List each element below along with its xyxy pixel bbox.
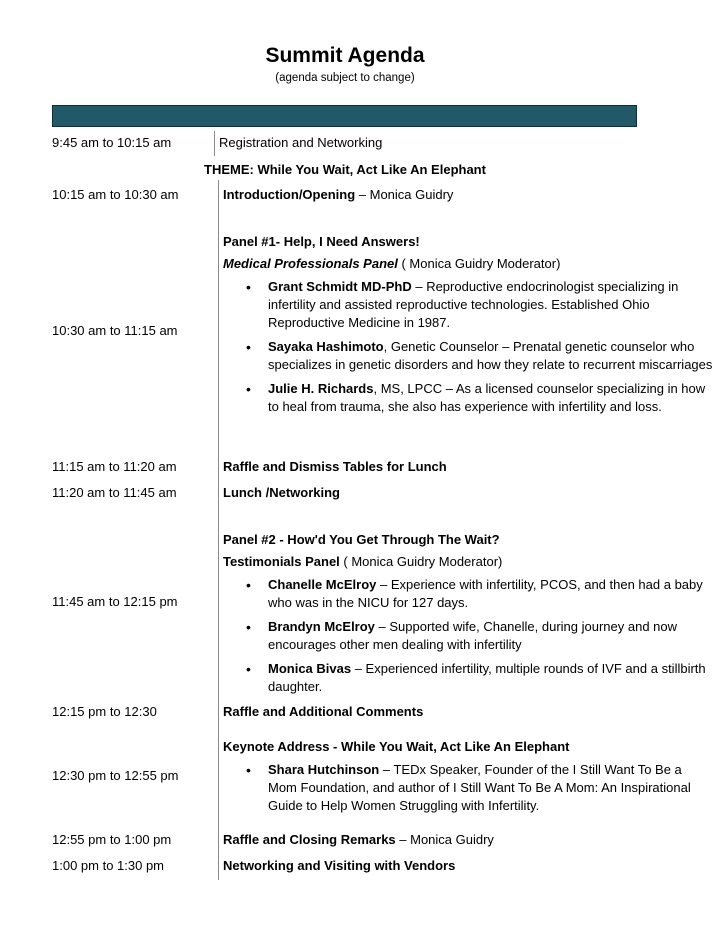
speaker-name: Chanelle McElroy: [268, 577, 377, 592]
speaker-desc: – Experience with infertility, PCOS, and then had a baby who was in the NICU for 127 days.: [268, 577, 703, 610]
speaker-desc: – Reproductive endocrinologist specializing in infertility and assisted reproductive technologies. Established Ohio Reproductive Medicine in 1987.: [268, 279, 679, 330]
header-bar: [52, 105, 637, 127]
list-item: [223, 761, 713, 815]
panel-subtitle-rest: ( Monica Guidry Moderator): [339, 554, 503, 569]
agenda-time: 12:30 pm to 12:55 pm: [52, 768, 179, 783]
speaker-name: Brandyn McElroy: [268, 619, 375, 634]
keynote-title: Keynote Address - While You Wait, Act Like An Elephant: [223, 739, 570, 754]
list-item: [223, 338, 713, 374]
agenda-time: 11:45 am to 12:15 pm: [52, 594, 178, 609]
speaker-desc: – TEDx Speaker, Founder of the I Still Want To Be a Mom Foundation, and author of I Still Want To Be A Mom: An Inspirational Guide to Help Women Struggling with Infertility.: [268, 762, 691, 813]
list-item: [223, 660, 713, 696]
agenda-item-label: Raffle and Dismiss Tables for Lunch: [223, 459, 447, 474]
list-item: [223, 618, 713, 654]
column-divider-top: [214, 131, 215, 156]
panel-subtitle-rest: ( Monica Guidry Moderator): [397, 256, 561, 271]
speaker-desc: , Genetic Counselor – Prenatal genetic counselor who specializes in genetic disorders and how they relate to recurrent miscarriages: [268, 339, 713, 372]
panel-subtitle-bold: Testimonials Panel: [223, 554, 340, 569]
agenda-item-label-bold: Raffle and Closing Remarks: [223, 832, 396, 847]
list-item: [223, 278, 713, 332]
column-divider-main: [218, 180, 219, 880]
agenda-time: 12:55 pm to 1:00 pm: [52, 832, 172, 847]
panel-subtitle: [223, 553, 713, 571]
agenda-item-label: Registration and Networking: [219, 135, 383, 150]
panel-title: Panel #2 - How'd You Get Through The Wait?: [223, 532, 500, 547]
list-item: [223, 380, 713, 416]
speaker-list: [223, 278, 713, 416]
agenda-item-label-bold: Introduction/Opening: [223, 187, 356, 202]
agenda-item-label: Networking and Visiting with Vendors: [223, 858, 456, 873]
panel-2-block: [223, 531, 713, 702]
speaker-list: [223, 576, 713, 696]
speaker-name: Sayaka Hashimoto: [268, 339, 384, 354]
agenda-item-label: [223, 831, 713, 849]
keynote-block: [223, 738, 713, 821]
page-title: Summit Agenda: [265, 44, 425, 67]
agenda-item-label-rest: – Monica Guidry: [355, 187, 454, 202]
agenda-time: 11:20 am to 11:45 am: [52, 485, 177, 500]
list-item: [223, 576, 713, 612]
agenda-time: 10:30 am to 11:15 am: [52, 323, 178, 338]
agenda-item-label: [223, 186, 713, 204]
panel-subtitle: [223, 255, 713, 273]
agenda-item-label: Lunch /Networking: [223, 485, 340, 500]
speaker-name: Shara Hutchinson: [268, 762, 380, 777]
panel-subtitle-bold: Medical Professionals Panel: [223, 256, 398, 271]
speaker-name: Julie H. Richards: [268, 381, 374, 396]
speaker-name: Grant Schmidt MD-PhD: [268, 279, 412, 294]
agenda-item-label: Raffle and Additional Comments: [223, 704, 424, 719]
page-subtitle: (agenda subject to change): [275, 72, 415, 84]
agenda-time: 9:45 am to 10:15 am: [52, 135, 172, 150]
panel-title: Panel #1- Help, I Need Answers!: [223, 234, 420, 249]
agenda-time: 12:15 pm to 12:30: [52, 704, 157, 719]
agenda-item-label-rest: – Monica Guidry: [395, 832, 494, 847]
panel-1-block: [223, 233, 713, 422]
agenda-time: 1:00 pm to 1:30 pm: [52, 858, 165, 873]
speaker-desc: – Experienced infertility, multiple rounds of IVF and a stillbirth daughter.: [268, 661, 706, 694]
speaker-desc: , MS, LPCC – As a licensed counselor specializing in how to heal from trauma, she also has experience with infertility and loss.: [268, 381, 706, 414]
agenda-time: 10:15 am to 10:30 am: [52, 187, 179, 202]
agenda-time: 11:15 am to 11:20 am: [52, 459, 177, 474]
speaker-list: [223, 761, 713, 815]
speaker-desc: – Supported wife, Chanelle, during journey and now encourages other men dealing with infertility: [268, 619, 678, 652]
speaker-name: Monica Bivas: [268, 661, 352, 676]
theme-heading: THEME: While You Wait, Act Like An Elephant: [204, 162, 486, 177]
